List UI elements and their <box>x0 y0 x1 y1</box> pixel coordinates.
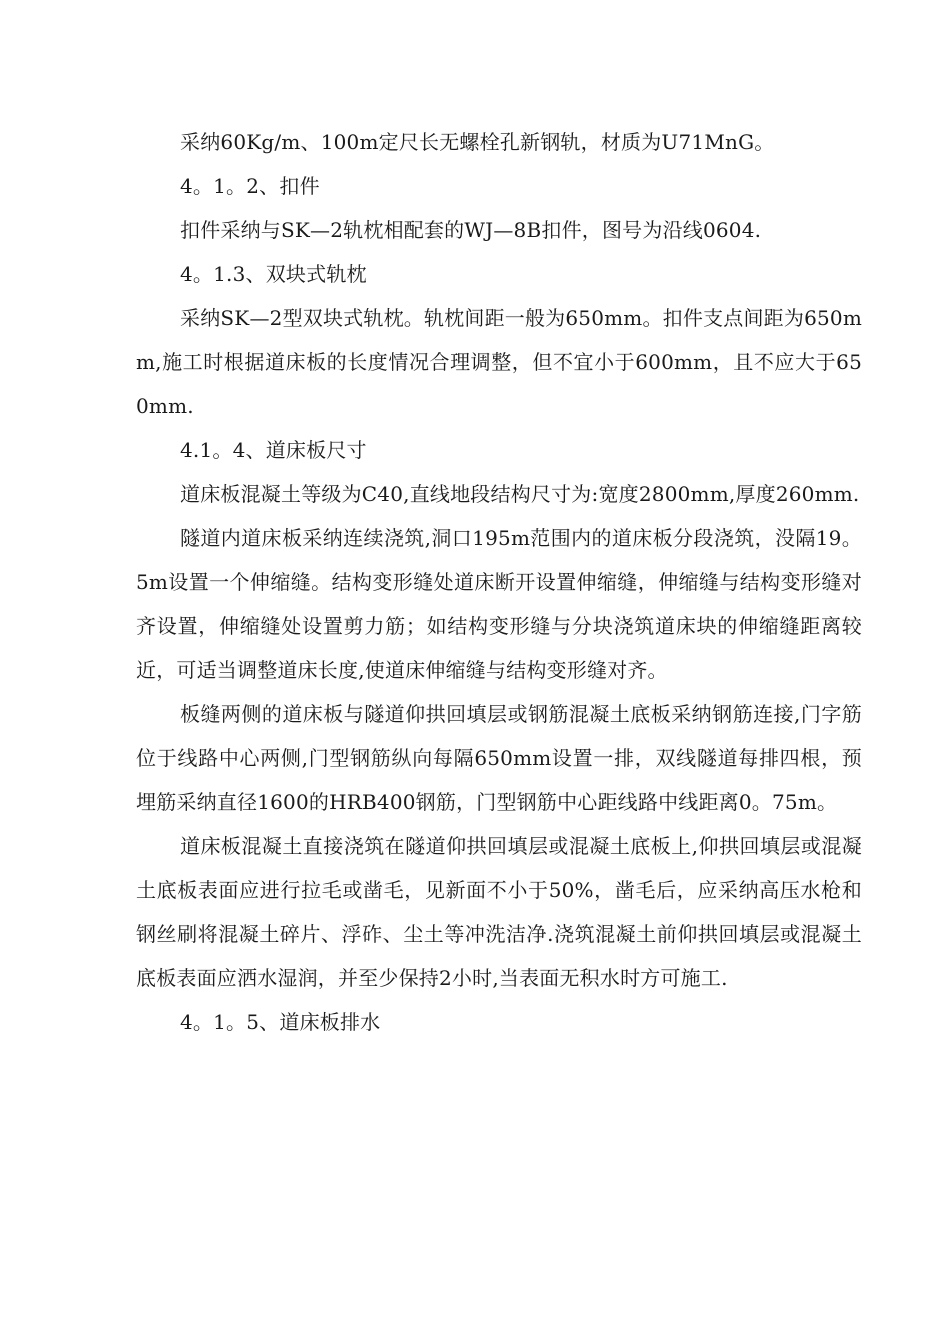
paragraph-slab-size: 道床板混凝土等级为C40,直线地段结构尺寸为:宽度2800mm,厚度260mm. <box>180 482 860 506</box>
paragraph-surface-preparation: 道床板混凝土直接浇筑在隧道仰拱回填层或混凝土底板上,仰拱回填层或混凝土底板表面应进行拉毛或凿毛，见新面不小于50%，凿毛后，应采纳高压水枪和钢丝刷将混凝土碎片、浮砟、尘土等冲洗洁净.浇筑混凝土前仰拱回填层或混凝土底板表面应洒水湿润，并至少保持2小时,当表面无积水时方可施工. <box>136 834 862 990</box>
document-body <box>136 120 862 1044</box>
heading-4-1-3-sleeper: 4。1.3、双块式轨枕 <box>180 262 367 286</box>
paragraph-rail-material: 采纳60Kg/m、100m定尺长无螺栓孔新钢轨，材质为U71MnG。 <box>180 130 775 154</box>
paragraph-fastener: 扣件采纳与SK—2轨枕相配套的WJ—8B扣件，图号为沿线0604. <box>180 218 762 242</box>
paragraph-expansion-joint: 隧道内道床板采纳连续浇筑,洞口195m范围内的道床板分段浇筑，没隔19。5m设置一个伸缩缝。结构变形缝处道床断开设置伸缩缝，伸缩缝与结构变形缝对齐设置，伸缩缝处设置剪力筋；如结构变形缝与分块浇筑道床块的伸缩缝距离较近，可适当调整道床长度,使道床伸缩缝与结构变形缝对齐。 <box>136 526 862 682</box>
heading-4-1-2-fastener: 4。1。2、扣件 <box>180 174 320 198</box>
heading-4-1-5-drainage: 4。1。5、道床板排水 <box>180 1010 381 1034</box>
paragraph-rebar-connection: 板缝两侧的道床板与隧道仰拱回填层或钢筋混凝土底板采纳钢筋连接,门字筋位于线路中心两侧,门型钢筋纵向每隔650mm设置一排，双线隧道每排四根，预埋筋采纳直径1600的HRB400钢筋，门型钢筋中心距线路中线距离0。75m。 <box>136 702 862 814</box>
heading-4-1-4-slab-size: 4.1。4、道床板尺寸 <box>180 438 367 462</box>
paragraph-sleeper: 采纳SK—2型双块式轨枕。轨枕间距一般为650mm。扣件支点间距为650mm,施工时根据道床板的长度情况合理调整，但不宜小于600mm，且不应大于650mm. <box>136 306 863 418</box>
